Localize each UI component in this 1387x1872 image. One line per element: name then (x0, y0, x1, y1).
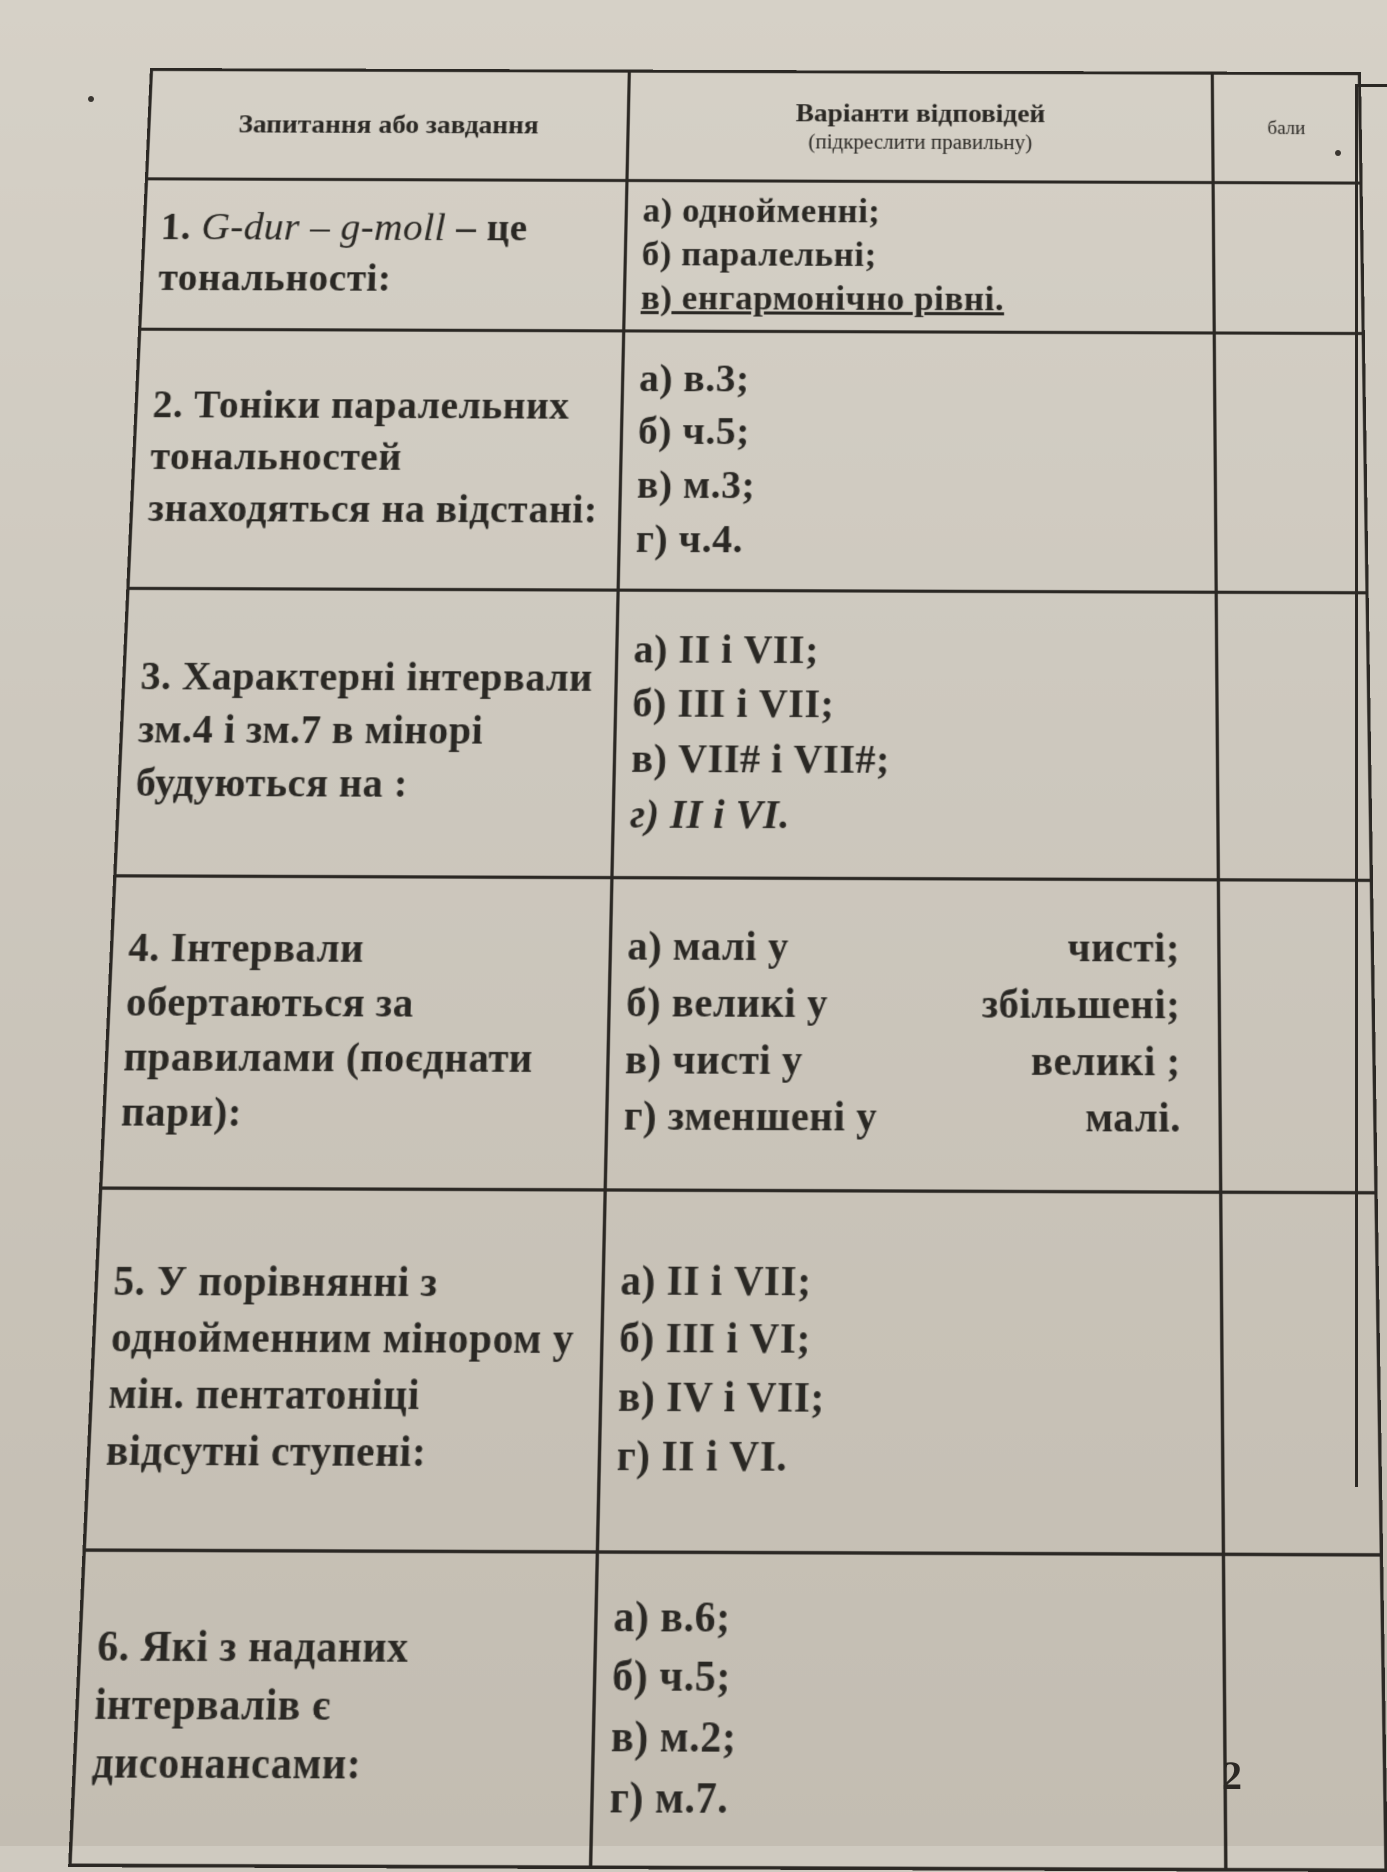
question-text: 5. У порівнянні з однойменним мінором у мін. пентатоніці відсутні ступені: (84, 1188, 605, 1552)
header-answers-note: (підкреслити правильну) (808, 131, 1033, 154)
option-a[interactable]: а) II і VII; (633, 628, 820, 673)
pair-right: збільшені; (981, 982, 1181, 1029)
option-c[interactable]: в) енгармонічно рівні. (640, 280, 1005, 319)
pair-d[interactable] (623, 1089, 1203, 1148)
question-row-2 (128, 329, 1367, 593)
question-row-6 (70, 1550, 1386, 1870)
question-row-1 (140, 179, 1363, 333)
option-b[interactable]: б) паралельні; (641, 236, 877, 275)
question-italic-keys: G-dur – g-moll (200, 207, 447, 250)
answer-pairs (605, 877, 1221, 1192)
score-cell[interactable] (1218, 879, 1376, 1192)
question-text: 6. Які з наданих інтервалів є дисонансами: (70, 1550, 597, 1867)
score-cell[interactable] (1214, 333, 1367, 593)
pair-left: в) чисті у (624, 1037, 804, 1084)
answer-options (597, 1190, 1223, 1554)
header-score: бали (1212, 73, 1361, 183)
header-answers-title: Варіанти відповідей (795, 98, 1046, 129)
pair-right: чисті; (1067, 926, 1181, 972)
option-c[interactable]: в) м.3; (636, 464, 756, 508)
option-a[interactable]: а) II і VII; (620, 1258, 812, 1305)
pair-right: великі ; (1031, 1039, 1181, 1085)
option-d[interactable]: г) II і VI. (616, 1433, 788, 1481)
answer-options (624, 181, 1214, 333)
header-row (147, 70, 1361, 184)
question-text: 4. Інтервали обертаються за правилами (поєднати пари): (101, 875, 612, 1189)
quiz-table (68, 68, 1387, 1872)
question-row-3 (115, 588, 1371, 880)
page-number: 2 (1222, 1753, 1242, 1798)
answer-options (591, 1552, 1226, 1870)
answer-options (618, 331, 1216, 592)
option-d[interactable]: г) II і VI. (629, 793, 791, 838)
option-c[interactable]: в) м.2; (610, 1713, 737, 1763)
question-text: 2. Тоніки паралельних тональностей знаходяться на відстані: (128, 329, 624, 590)
header-question: Запитання або завдання (147, 70, 630, 181)
option-b[interactable]: б) III і VII; (632, 682, 835, 728)
pair-left: б) великі у (625, 981, 829, 1027)
question-text: 3. Характерні інтервали зм.4 і зм.7 в мінорі будуються на : (115, 588, 618, 877)
option-a[interactable]: а) в.6; (613, 1593, 732, 1642)
pair-left: г) зменшені у (623, 1094, 878, 1141)
score-cell[interactable] (1216, 592, 1371, 880)
option-b[interactable]: б) III і VI; (618, 1316, 812, 1364)
pair-c[interactable] (624, 1032, 1202, 1091)
option-a[interactable]: а) однойменні; (642, 193, 881, 231)
option-a[interactable]: а) в.3; (638, 357, 751, 401)
option-b[interactable]: б) ч.5; (637, 411, 751, 454)
score-cell[interactable] (1221, 1192, 1382, 1555)
header-answers (627, 71, 1213, 182)
answer-options (612, 590, 1218, 880)
question-text (140, 179, 627, 331)
option-b[interactable]: б) ч.5; (611, 1653, 732, 1702)
option-c[interactable]: в) IV і VII; (617, 1374, 826, 1423)
question-row-4 (101, 875, 1376, 1192)
quiz-sheet (68, 68, 1384, 1872)
speck (88, 96, 94, 102)
option-d[interactable]: г) м.7. (609, 1774, 729, 1824)
pair-left: а) малі у (626, 924, 790, 970)
question-rest: – це тональності: (157, 208, 529, 301)
pair-a[interactable] (627, 919, 1202, 977)
question-number: 1. (159, 207, 203, 249)
option-d[interactable]: г) ч.4. (635, 518, 744, 562)
pair-b[interactable] (626, 976, 1203, 1035)
option-c[interactable]: в) VII# і VII#; (630, 737, 891, 783)
question-row-5 (84, 1188, 1381, 1555)
score-cell[interactable] (1213, 183, 1363, 334)
pair-right: малі. (1085, 1096, 1182, 1143)
score-cell[interactable] (1223, 1554, 1386, 1870)
